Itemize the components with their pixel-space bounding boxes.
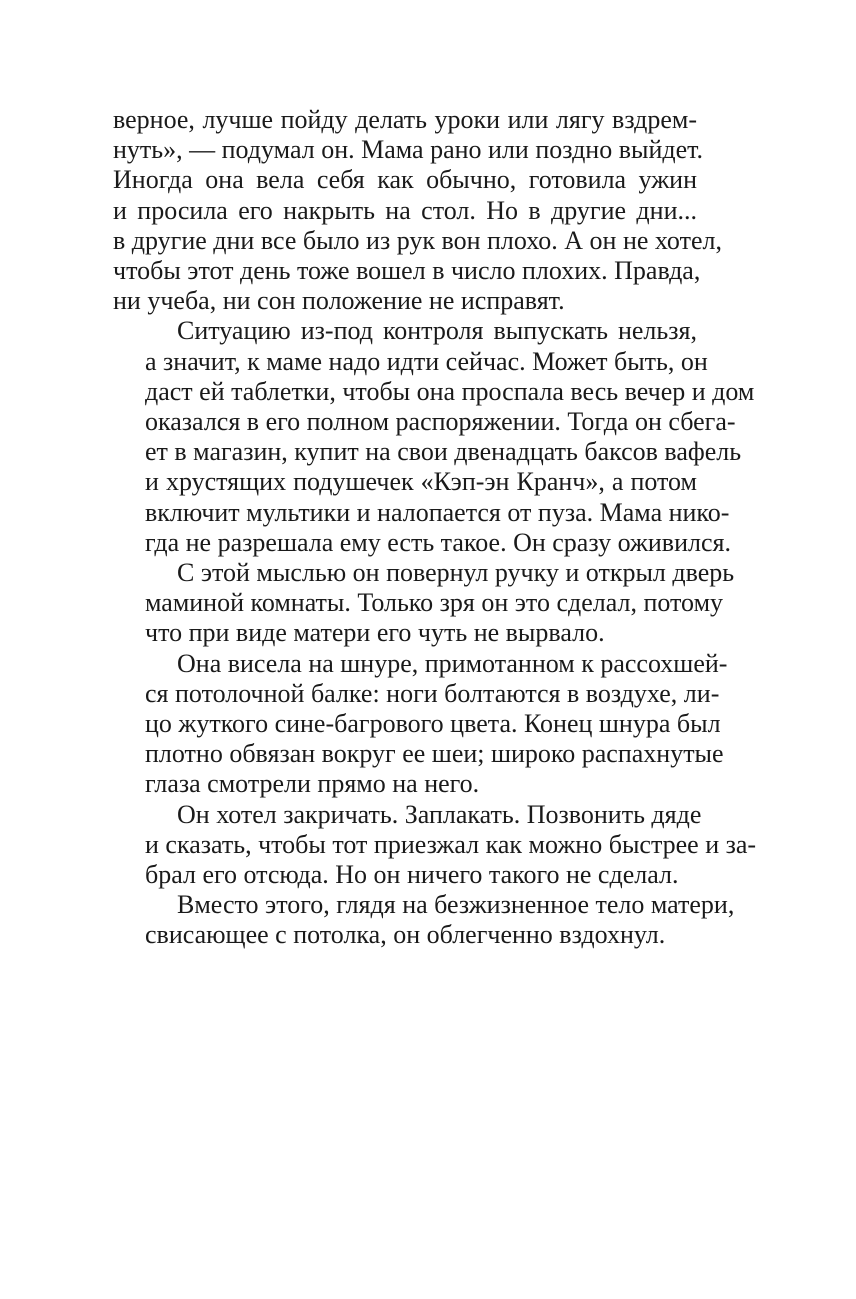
text-line: и хрустящих подушечек «Кэп-эн Кранч», а потом	[145, 467, 697, 497]
text-line: ни учеба, ни сон положение не исправят.	[113, 286, 565, 316]
text-line: ет в магазин, купит на свои двенадцать баксов вафель	[145, 437, 742, 467]
paragraph-5	[113, 799, 757, 891]
text-line: и сказать, чтобы тот приезжал как можно быстрее и за-	[145, 829, 757, 859]
text-line: в другие дни все было из рук вон плохо. А он не хотел,	[113, 225, 722, 255]
text-line: Вместо этого, глядя на безжизненное тело матери,	[177, 890, 735, 920]
text-line: ся потолочной балке: ноги болтаются в воздухе, ли-	[145, 678, 720, 708]
text-line: Она висела на шнуре, примотанном к рассохшей-	[177, 648, 728, 678]
text-line: свисающее с потолка, он облегченно вздохнул.	[145, 920, 666, 950]
body-text	[113, 105, 757, 951]
text-line: С этой мыслью он повернул ручку и открыл дверь	[177, 558, 735, 588]
text-line: плотно обвязан вокруг ее шеи; широко распахнутые	[145, 739, 724, 769]
text-line: брал его отсюда. Но он ничего такого не сделал.	[145, 860, 679, 890]
paragraph-6	[113, 890, 735, 950]
text-line: даст ей таблетки, чтобы она проспала весь вечер и дом	[145, 376, 755, 406]
text-line: а значит, к маме надо идти сейчас. Может быть, он	[145, 346, 708, 376]
text-line: чтобы этот день тоже вошел в число плохих. Правда,	[113, 256, 701, 286]
text-line: верное, лучше пойду делать уроки или лягу вздрем-	[113, 105, 697, 134]
text-line: Иногда она вела себя как обычно, готовила ужин	[113, 165, 697, 195]
text-line: маминой комнаты. Только зря он это сделал, потому	[145, 588, 724, 618]
text-line: гда не разрешала ему есть такое. Он сразу оживился.	[145, 527, 731, 557]
text-line: Он хотел закричать. Заплакать. Позвонить дяде	[177, 799, 702, 829]
text-line: Ситуацию из-под контроля выпускать нельзя,	[177, 316, 697, 346]
text-line: цо жуткого сине-багрового цвета. Конец шнура был	[145, 709, 721, 739]
paragraph-1	[113, 105, 722, 316]
paragraph-4	[113, 648, 728, 800]
text-line: и просила его накрыть на стол. Но в другие дни...	[113, 195, 697, 225]
paragraph-2	[113, 316, 755, 558]
text-line: что при виде матери его чуть не вырвало.	[145, 618, 605, 648]
text-line: оказался в его полном распоряжении. Тогда он сбега-	[145, 407, 736, 437]
text-line: глаза смотрели прямо на него.	[145, 769, 480, 799]
text-line: включит мультики и налопается от пуза. Мама нико-	[145, 497, 730, 527]
paragraph-3	[113, 558, 735, 649]
text-line: нуть», — подумал он. Мама рано или поздно выйдет.	[113, 135, 704, 165]
